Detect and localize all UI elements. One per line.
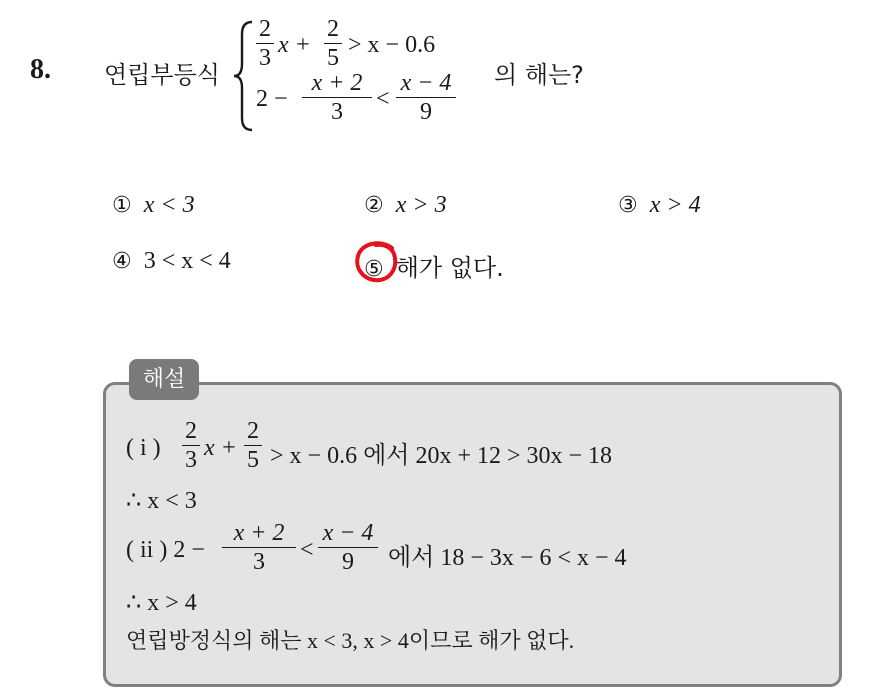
choice-marker: ①: [112, 193, 132, 218]
numerator: x − 4: [400, 70, 452, 96]
expr-part: 에서 18 − 3x − 6 < x − 4: [388, 545, 627, 571]
question-number: 8.: [30, 54, 51, 85]
question-prefix: 연립부등식: [104, 61, 220, 89]
answer-circle: [352, 238, 402, 286]
expr-part: > x − 0.6 에서 20x + 12 > 30x − 18: [270, 443, 613, 469]
expr-part: <: [376, 86, 390, 112]
choice-marker: ⑤: [364, 257, 384, 282]
system-brace: [232, 20, 254, 132]
choice-text: 해가 없다.: [395, 254, 504, 282]
choice-text: x > 4: [649, 192, 701, 218]
numerator: x + 2: [233, 520, 285, 546]
fraction: [396, 70, 456, 125]
denominator: 3: [185, 447, 197, 473]
denominator: 3: [253, 549, 265, 575]
numerator: 2: [259, 16, 271, 42]
solution-step-1: [126, 418, 726, 480]
choice-marker: ②: [364, 193, 384, 218]
fraction: [182, 418, 200, 473]
numerator: 2: [185, 418, 197, 444]
numerator: 2: [327, 16, 339, 42]
denominator: 9: [342, 549, 354, 575]
solution-tag: 해설: [129, 359, 199, 400]
denominator: 3: [259, 45, 271, 71]
fraction: [318, 520, 378, 575]
fraction: [256, 16, 274, 71]
expr-part: > x − 0.6: [348, 32, 436, 58]
denominator: 3: [331, 99, 343, 125]
expr-part: 2 −: [256, 86, 288, 112]
choice-marker: ③: [618, 193, 638, 218]
choice-1[interactable]: [112, 192, 195, 219]
solution-conclusion: 연립방정식의 해는 x < 3, x > 4이므로 해가 없다.: [126, 628, 575, 653]
fraction: [324, 16, 342, 71]
numerator: x − 4: [322, 520, 374, 546]
denominator: 5: [327, 45, 339, 71]
choice-2[interactable]: [364, 192, 447, 219]
therefore-2: ∴ x > 4: [126, 590, 197, 616]
choice-text: x > 3: [395, 192, 447, 218]
question-suffix: 의 해는?: [494, 61, 584, 89]
numerator: 2: [247, 418, 259, 444]
system-line-1: [256, 16, 476, 76]
choice-3[interactable]: [618, 192, 701, 219]
choice-marker: ④: [112, 249, 132, 274]
expr-part: <: [300, 537, 314, 563]
fraction: [302, 70, 372, 125]
choice-4[interactable]: [112, 248, 231, 275]
step-label: ( ii ) 2 −: [126, 537, 205, 563]
numerator: x + 2: [311, 70, 363, 96]
expr-part: x +: [204, 435, 237, 461]
therefore-1: ∴ x < 3: [126, 488, 197, 514]
fraction: [222, 520, 296, 575]
system-line-2: [256, 70, 476, 130]
fraction: [244, 418, 262, 473]
choice-text: 3 < x < 4: [143, 248, 231, 274]
expr-part: x +: [278, 32, 311, 58]
denominator: 5: [247, 447, 259, 473]
choice-text: x < 3: [143, 192, 195, 218]
solution-step-2: [126, 520, 726, 582]
denominator: 9: [420, 99, 432, 125]
step-label: ( i ): [126, 435, 161, 461]
